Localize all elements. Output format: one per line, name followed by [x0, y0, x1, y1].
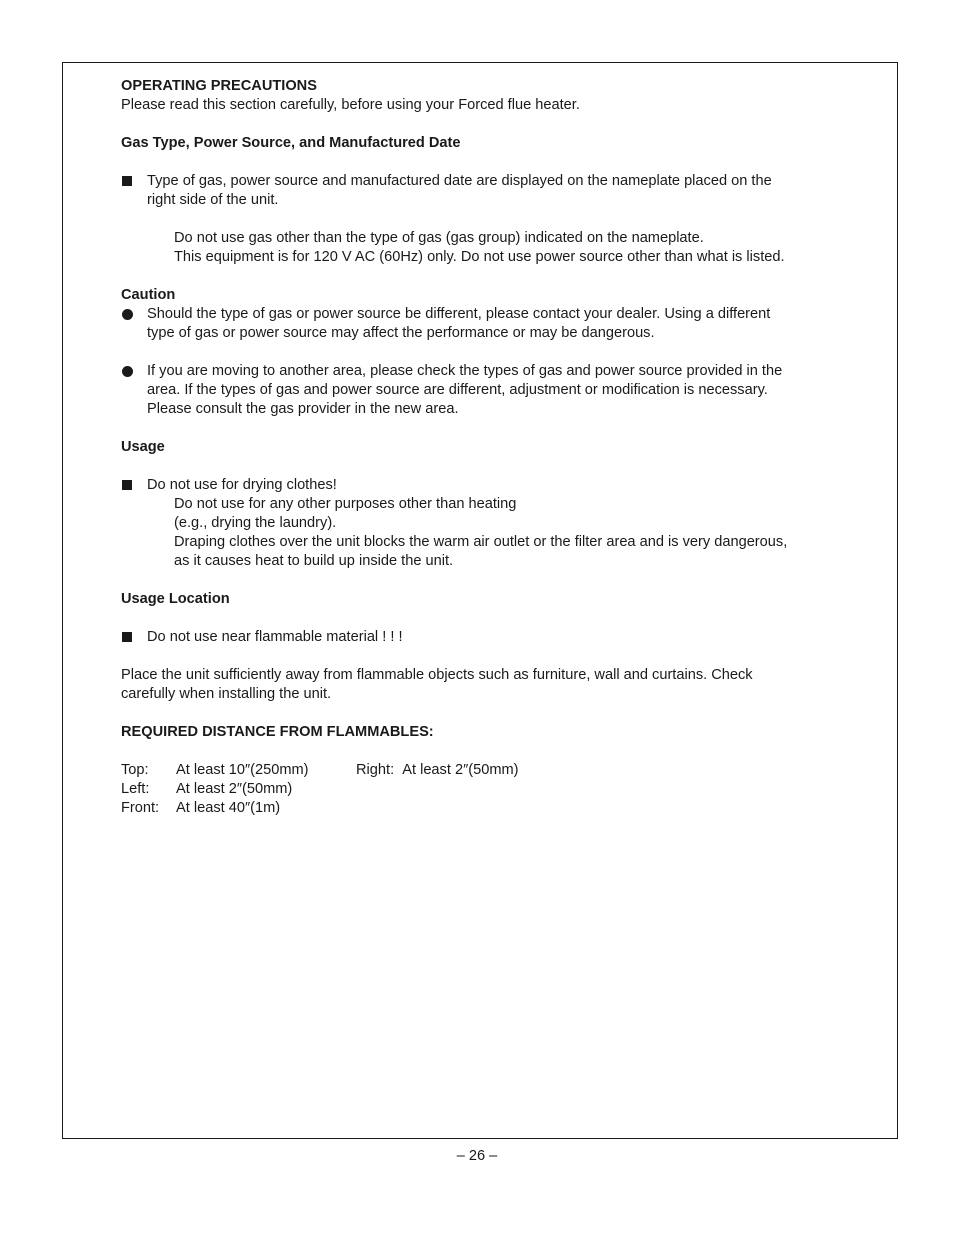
usage-detail: Do not use for any other purposes other than heating (e.g., drying the laundry). Draping clothes over the unit blocks the warm air outlet or the filter area and is very dangerous, as it causes heat to build up inside the unit.: [174, 496, 788, 569]
usage-bullet: Do not use for drying clothes!: [121, 476, 851, 495]
distance-table: [121, 761, 519, 818]
section-title-operating: OPERATING PRECAUTIONS: [121, 78, 317, 94]
distance-label-left: Left:: [121, 781, 150, 797]
distance-value-top: At least 10″(250mm): [176, 762, 309, 778]
distance-label-top: Top:: [121, 762, 149, 778]
caution-item-2: If you are moving to another area, please check the types of gas and power source provided in the area. If the types of gas and power source are different, adjustment or modification is necessary. Please consult the gas provider in the new area.: [121, 362, 851, 419]
distance-value-right: At least 2″(50mm): [402, 762, 519, 778]
square-bullet-icon: [121, 476, 137, 495]
section-title-gas-type: Gas Type, Power Source, and Manufactured Date: [121, 135, 461, 151]
distance-value-left: At least 2″(50mm): [176, 781, 293, 797]
distance-row: [121, 780, 519, 799]
distance-label-front: Front:: [121, 800, 160, 816]
section-title-caution: Caution: [121, 287, 176, 303]
distance-row: [121, 761, 519, 780]
section-title-distances: REQUIRED DISTANCE FROM FLAMMABLES:: [121, 724, 434, 740]
location-bullet: Do not use near flammable material ! ! !: [121, 628, 851, 647]
section-title-usage-location: Usage Location: [121, 591, 230, 607]
square-bullet-icon: [121, 628, 137, 647]
distance-row: [121, 799, 519, 818]
operating-intro: Please read this section carefully, before using your Forced flue heater.: [121, 97, 580, 113]
location-paragraph: Place the unit sufficiently away from flammable objects such as furniture, wall and curtains. Check carefully when installing the unit.: [121, 667, 753, 702]
caution-item-1: Should the type of gas or power source be different, please contact your dealer. Using a different type of gas or power source may affect the performance or may be dangerous.: [121, 305, 851, 343]
circle-bullet-icon: [121, 362, 137, 381]
circle-bullet-icon: [121, 305, 137, 324]
gas-type-note: Do not use gas other than the type of gas (gas group) indicated on the nameplate. This equipment is for 120 V AC (60Hz) only. Do not use power source other than what is listed.: [174, 230, 785, 265]
gas-type-bullet: Type of gas, power source and manufactured date are displayed on the nameplate placed on the right side of the unit.: [121, 172, 851, 210]
distance-value-front: At least 40″(1m): [176, 800, 281, 816]
page-content: [121, 77, 851, 818]
section-title-usage: Usage: [121, 439, 165, 455]
page-number: – 26 –: [456, 1148, 498, 1164]
distance-label-right: Right: At least 2″(50mm): [356, 762, 519, 778]
square-bullet-icon: [121, 172, 137, 191]
